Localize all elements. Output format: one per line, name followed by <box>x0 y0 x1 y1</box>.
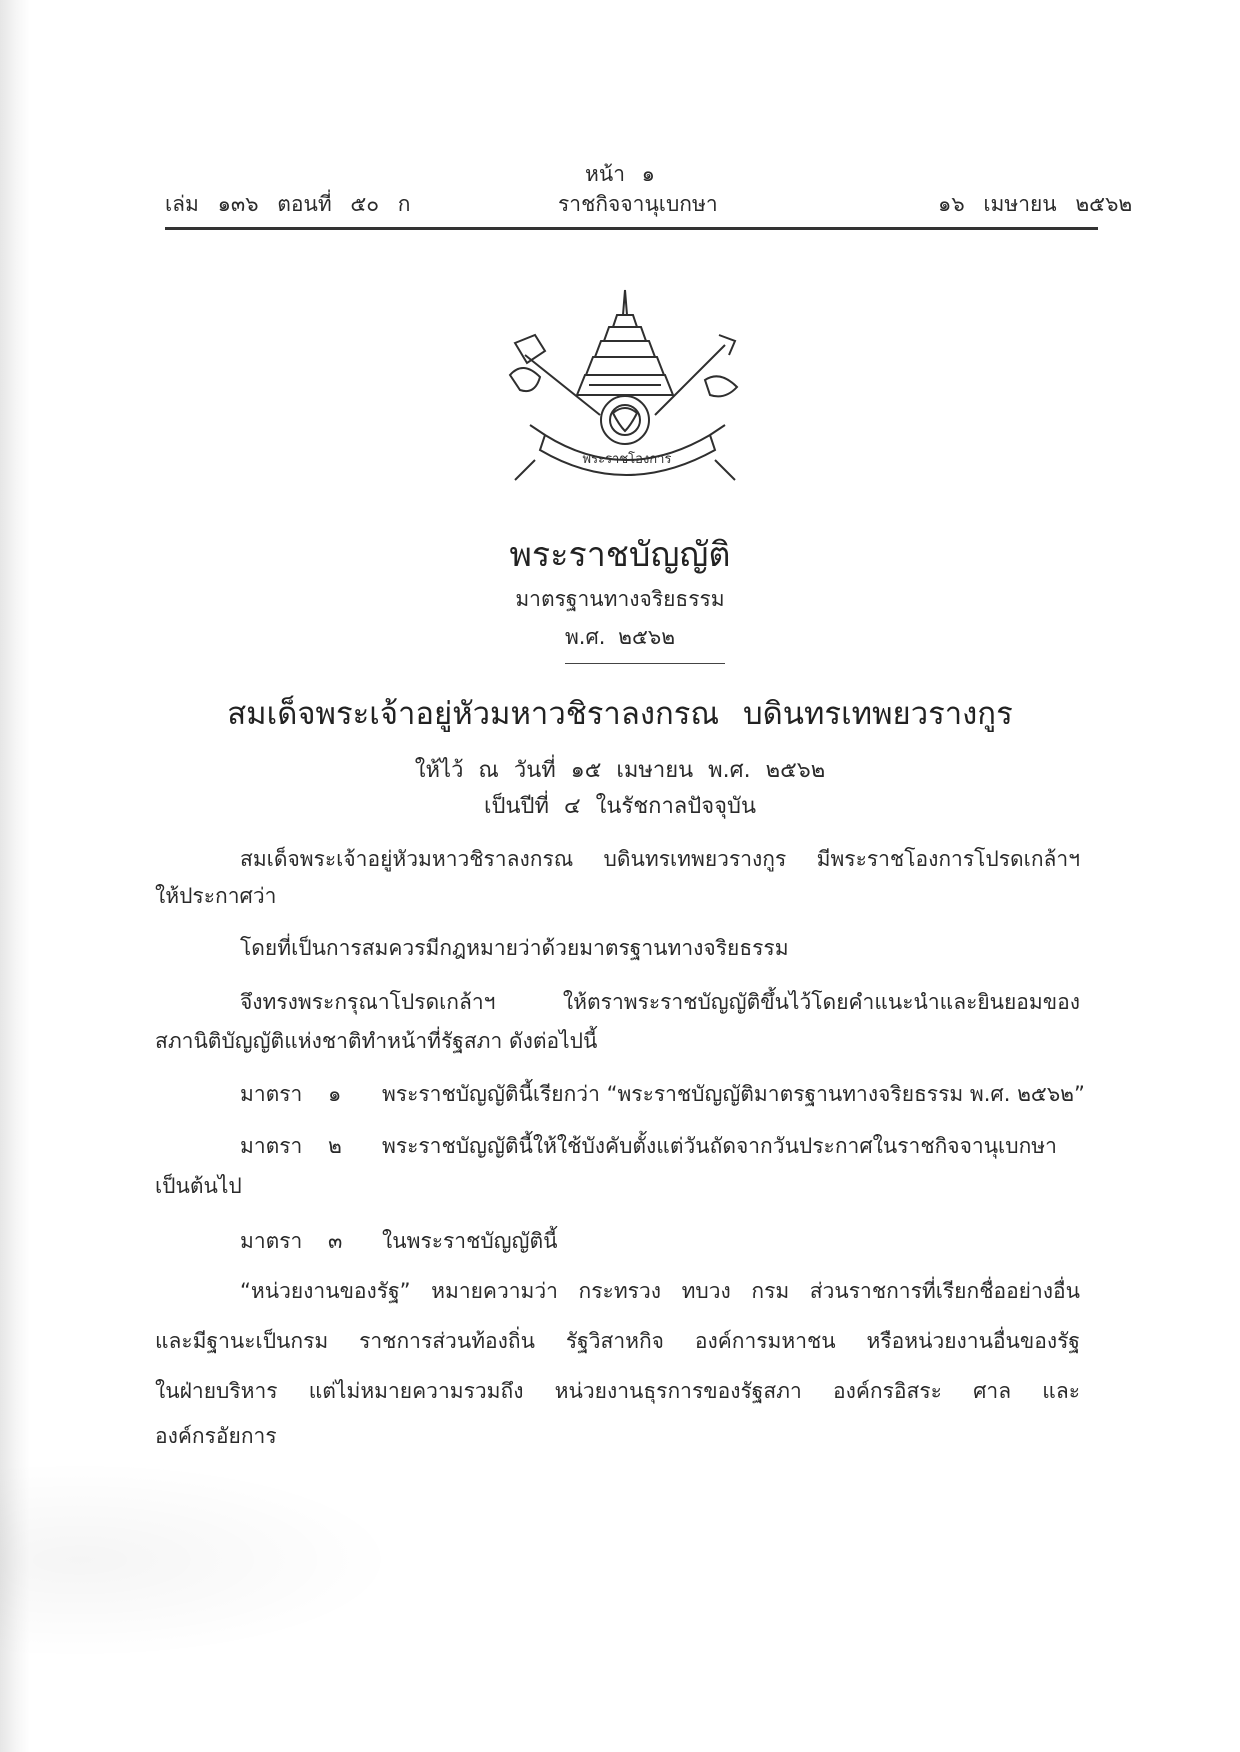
reign-year: เป็นปีที่ ๔ ในรัชกาลปัจจุบัน <box>483 794 757 819</box>
volume-issue: เล่ม ๑๓๖ ตอนที่ ๕๐ ก <box>165 192 411 216</box>
royal-garuda-seal-icon <box>505 285 745 495</box>
section-label: มาตรา <box>240 1229 303 1253</box>
definition-line-2: และมีฐานะเป็นกรม ราชการส่วนท้องถิ่น รัฐวิสาหกิจ องค์การมหาชน หรือหน่วยงานอื่นของรัฐ <box>155 1329 1080 1353</box>
section-label: มาตรา <box>240 1134 303 1158</box>
proclamation-line-2: ให้ประกาศว่า <box>155 884 277 908</box>
definition-line-1: “หน่วยงานของรัฐ” หมายความว่า กระทรวง ทบวง กรม ส่วนราชการที่เรียกชื่ออย่างอื่น <box>240 1279 1080 1303</box>
section-text: พระราชบัญญัตินี้ให้ใช้บังคับตั้งแต่วันถัดจากวันประกาศในราชกิจจานุเบกษา <box>382 1134 1057 1158</box>
definition-line-4: องค์กรอัยการ <box>155 1424 277 1448</box>
act-subtitle: มาตรฐานทางจริยธรรม <box>515 587 725 611</box>
proclamation-line-1: สมเด็จพระเจ้าอยู่หัวมหาวชิราลงกรณ บดินทรเทพยวรางกูร มีพระราชโองการโปรดเกล้าฯ <box>240 847 1080 871</box>
header-rule <box>165 227 1098 230</box>
section-text: ในพระราชบัญญัตินี้ <box>382 1229 558 1253</box>
section-number: ๒ <box>328 1134 342 1158</box>
gazette-name: ราชกิจจานุเบกษา <box>558 192 718 216</box>
publication-date: ๑๖ เมษายน ๒๕๖๒ <box>938 192 1133 216</box>
section-text-continuation: เป็นต้นไป <box>155 1174 242 1198</box>
section-label: มาตรา <box>240 1082 303 1106</box>
scan-shadow <box>0 1460 400 1660</box>
enactment-line-1: จึงทรงพระกรุณาโปรดเกล้าฯ ให้ตราพระราชบัญญัติขึ้นไว้โดยคำแนะนำและยินยอมของ <box>240 990 1080 1014</box>
title-divider <box>565 663 725 664</box>
section-number: ๑ <box>328 1082 342 1106</box>
page-number: หน้า ๑ <box>585 162 655 186</box>
section-text: พระราชบัญญัตินี้เรียกว่า “พระราชบัญญัติมาตรฐานทางจริยธรรม พ.ศ. ๒๕๖๒” <box>382 1082 1085 1106</box>
act-title: พระราชบัญญัติ <box>509 535 731 575</box>
king-name: สมเด็จพระเจ้าอยู่หัวมหาวชิราลงกรณ บดินทรเทพยวรางกูร <box>227 696 1013 732</box>
whereas-clause: โดยที่เป็นการสมควรมีกฎหมายว่าด้วยมาตรฐานทางจริยธรรม <box>240 936 789 960</box>
enactment-line-2: สภานิติบัญญัติแห่งชาติทำหน้าที่รัฐสภา ดังต่อไปนี้ <box>155 1029 598 1053</box>
section-number: ๓ <box>328 1229 343 1253</box>
definition-line-3: ในฝ่ายบริหาร แต่ไม่หมายความรวมถึง หน่วยงานธุรการของรัฐสภา องค์กรอิสระ ศาล และ <box>155 1379 1080 1403</box>
given-date: ให้ไว้ ณ วันที่ ๑๕ เมษายน พ.ศ. ๒๕๖๒ <box>414 758 826 783</box>
act-year: พ.ศ. ๒๕๖๒ <box>564 625 676 649</box>
ribbon-text: พระราชโองการ <box>582 452 672 467</box>
